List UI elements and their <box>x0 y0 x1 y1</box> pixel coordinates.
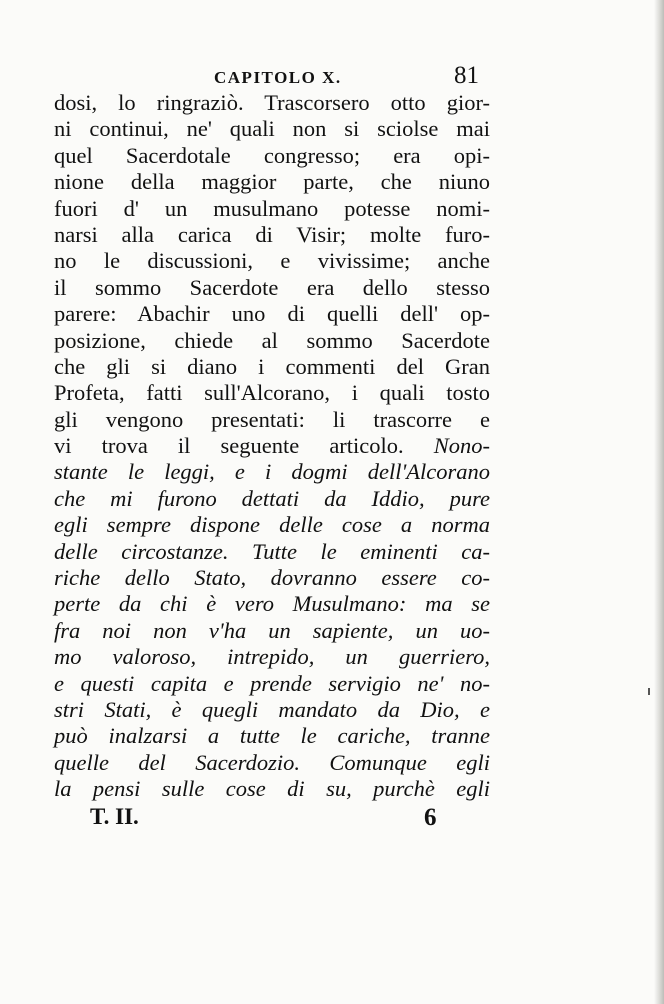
italic-line: e questi capita e prende servigio ne' no- <box>54 670 490 696</box>
roman-part: vi trova il seguente articolo. <box>54 433 404 459</box>
ink-speck <box>648 688 650 695</box>
running-head <box>110 62 490 92</box>
italic-line: mo valoroso, intrepido, un guerriero, <box>54 644 490 670</box>
text-line: Profeta, fatti sull'Alcorano, i quali tosto <box>54 380 490 406</box>
text-line: narsi alla carica di Visir; molte furo- <box>54 221 490 247</box>
text-line: parere: Abachir uno di quelli dell' op- <box>54 301 490 327</box>
text-line: nione della maggior parte, che niuno <box>54 169 490 195</box>
italic-line: perte da chi è vero Musulmano: ma se <box>54 591 490 617</box>
quire-mark: 6 <box>424 804 437 831</box>
text-line: posizione, chiede al sommo Sacerdote <box>54 327 490 353</box>
text-line-mixed <box>54 433 490 459</box>
italic-line: fra noi non v'ha un sapiente, un uo- <box>54 617 490 643</box>
italic-line: quelle del Sacerdozio. Comunque egli <box>54 749 490 775</box>
italic-line: stri Stati, è quegli mandato da Dio, e <box>54 696 490 722</box>
text-line: quel Sacerdotale congresso; era opi- <box>54 142 490 168</box>
text-line: fuori d' un musulmano potesse nomi- <box>54 195 490 221</box>
text-line: no le discussioni, e vivissime; anche <box>54 248 490 274</box>
text-line: ni continui, ne' quali non si sciolse mai <box>54 116 490 142</box>
page-edge-shadow <box>654 0 664 1004</box>
italic-line: delle circostanze. Tutte le eminenti ca- <box>54 538 490 564</box>
text-line: dosi, lo ringraziò. Trascorsero otto gior- <box>54 90 490 115</box>
italic-line: stante le leggi, e i dogmi dell'Alcorano <box>54 459 490 485</box>
volume-signature: T. II. <box>90 804 139 829</box>
italic-line: egli sempre dispone delle cose a norma <box>54 512 490 538</box>
page-number: 81 <box>454 62 479 89</box>
italic-part: Nono- <box>433 433 491 459</box>
italic-line: che mi furono dettati da Iddio, pure <box>54 485 490 511</box>
italic-line: la pensi sulle cose di su, purchè egli <box>54 776 490 802</box>
italic-line: riche dello Stato, dovranno essere co- <box>54 565 490 591</box>
body-text <box>54 90 490 803</box>
page-footer <box>90 804 450 838</box>
text-line: gli vengono presentati: li trascorre e <box>54 406 490 432</box>
italic-line: può inalzarsi a tutte le cariche, tranne <box>54 723 490 749</box>
text-line: il sommo Sacerdote era dello stesso <box>54 274 490 300</box>
chapter-heading: CAPITOLO X. <box>214 68 342 87</box>
text-line: che gli si diano i commenti del Gran <box>54 353 490 379</box>
